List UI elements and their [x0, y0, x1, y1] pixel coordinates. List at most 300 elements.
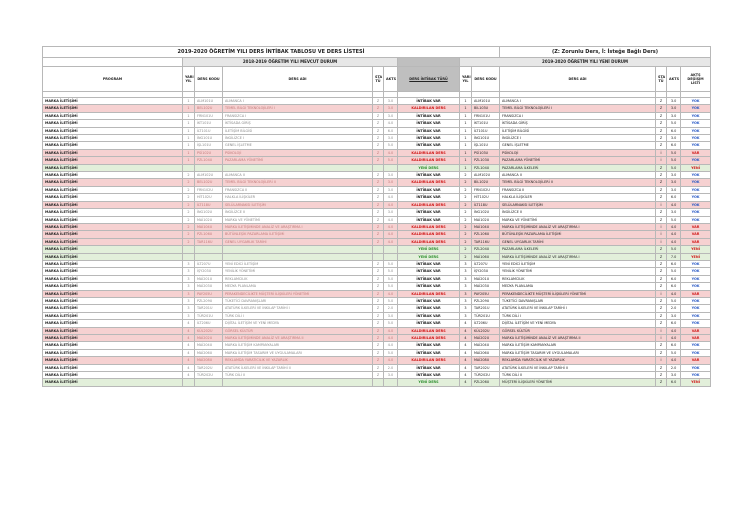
old-statu-cell: Z — [373, 120, 384, 127]
program-cell: MARKA İLETİŞİMİ — [43, 149, 183, 156]
new-akts-cell: 6.0 — [667, 283, 681, 290]
intibak-turu-cell: KALDIRILAN DERS — [398, 238, 460, 245]
new-yariyil-cell: 2 — [460, 238, 472, 245]
table-row — [43, 98, 711, 105]
new-ders-kodu-cell: İNG101U — [472, 135, 500, 142]
new-statu-cell: Z — [656, 105, 667, 112]
table-row — [43, 283, 711, 290]
new-ders-adi-cell: HALKLA İLİŞKİLER — [500, 194, 656, 201]
new-yariyil-cell: 2 — [460, 209, 472, 216]
old-yariyil-cell: 4 — [183, 349, 195, 356]
new-akts-cell: 6.0 — [667, 320, 681, 327]
akts-change-cell: YOK — [681, 320, 711, 327]
old-akts-cell: 4.0 — [384, 342, 398, 349]
program-cell: MARKA İLETİŞİMİ — [43, 135, 183, 142]
new-ders-adi-cell: ATATÜRK İLKELERİ VE İNKILAP TARİHİ II — [500, 364, 656, 371]
new-ders-adi-cell: ALMANCA II — [500, 172, 656, 179]
program-cell: MARKA İLETİŞİMİ — [43, 246, 183, 253]
intibak-turu-cell: İNTİBAK VAR — [398, 127, 460, 134]
old-akts-cell: 4.0 — [384, 231, 398, 238]
akts-change-cell: YOK — [681, 260, 711, 267]
akts-change-cell: VAR — [681, 357, 711, 364]
new-ders-adi-cell: MEDYA PLANLAMA — [500, 283, 656, 290]
new-akts-cell: 3.0 — [667, 179, 681, 186]
new-statu-cell: Z — [656, 320, 667, 327]
new-ders-adi-cell: MARKA İLETİŞİMİNDE ANALİZ VE ARAŞTIRMA II — [500, 335, 656, 342]
table-row — [43, 297, 711, 304]
intibak-turu-cell: İNTİBAK VAR — [398, 142, 460, 149]
intibak-turu-cell: İNTİBAK VAR — [398, 216, 460, 223]
akts-change-cell: YOK — [681, 105, 711, 112]
old-yariyil-cell: 3 — [183, 268, 195, 275]
old-ders-adi-cell: İKTİSADA GİRİŞ — [223, 120, 373, 127]
old-statu-cell — [373, 379, 384, 386]
program-cell: MARKA İLETİŞİMİ — [43, 179, 183, 186]
new-ders-kodu-cell: İLT101U — [472, 127, 500, 134]
program-cell: MARKA İLETİŞİMİ — [43, 223, 183, 230]
table-row — [43, 186, 711, 193]
akts-change-cell: YOK — [681, 186, 711, 193]
new-statu-cell: Z — [656, 253, 667, 260]
new-ders-kodu-cell: PZL103U — [472, 157, 500, 164]
old-akts-cell: 2.0 — [384, 305, 398, 312]
old-yariyil-cell: 2 — [183, 172, 195, 179]
new-ders-adi-cell: REKLAMDA YARATICILIK VE YAZARLIK — [500, 357, 656, 364]
new-ders-adi-cell: TEMEL BİLGİ TEKNOLOJİLERİ II — [500, 179, 656, 186]
old-statu-cell — [373, 164, 384, 171]
old-akts-cell: 5.0 — [384, 297, 398, 304]
table-row — [43, 268, 711, 275]
new-statu-cell: İ — [656, 335, 667, 342]
akts-change-cell: YOK — [681, 179, 711, 186]
old-yariyil-cell: 2 — [183, 186, 195, 193]
new-ders-kodu-cell: TÜR201U — [472, 312, 500, 319]
new-ders-adi-cell: İLETİŞİM BİLGİSİ — [500, 127, 656, 134]
old-statu-cell: Z — [373, 223, 384, 230]
new-ders-kodu-cell: İŞY203U — [472, 268, 500, 275]
old-ders-kodu-cell: FRN101U — [195, 112, 223, 119]
new-ders-adi-cell: BÜTÜNLEŞİK PAZARLAMA İLETİŞİMİ — [500, 231, 656, 238]
intibak-spacer — [398, 58, 460, 67]
new-statu-cell: Z — [656, 112, 667, 119]
program-cell: MARKA İLETİŞİMİ — [43, 157, 183, 164]
new-akts-cell: 3.0 — [667, 98, 681, 105]
new-statu-cell: Z — [656, 98, 667, 105]
new-akts-cell: 4.0 — [667, 335, 681, 342]
akts-change-cell: VAR — [681, 327, 711, 334]
akts-change-cell: YOK — [681, 216, 711, 223]
new-statu-cell: Z — [656, 142, 667, 149]
program-cell: MARKA İLETİŞİMİ — [43, 164, 183, 171]
intibak-turu-cell: İNTİBAK VAR — [398, 283, 460, 290]
new-yariyil-cell: 4 — [460, 335, 472, 342]
akts-change-cell: YOK — [681, 194, 711, 201]
table-row — [43, 246, 711, 253]
new-akts-cell: 5.0 — [667, 349, 681, 356]
old-akts-cell: 4.0 — [384, 194, 398, 201]
new-ders-kodu-cell: TÜR202U — [472, 372, 500, 379]
new-akts-cell: 4.0 — [667, 357, 681, 364]
old-statu-cell: Z — [373, 238, 384, 245]
old-ders-kodu-cell: TAR202U — [195, 364, 223, 371]
old-akts-cell: 3.0 — [384, 135, 398, 142]
new-statu-cell: İ — [656, 149, 667, 156]
old-yariyil-cell: 4 — [183, 320, 195, 327]
akts-change-cell: YENİ — [681, 164, 711, 171]
new-statu-cell: Z — [656, 179, 667, 186]
old-ders-kodu-cell — [195, 253, 223, 260]
old-yariyil-cell: 3 — [183, 283, 195, 290]
old-ders-kodu-cell: TÜR201U — [195, 312, 223, 319]
old-ders-adi-cell: ATATÜRK İLKELERİ VE İNKILAP TARİHİ II — [223, 364, 373, 371]
program-cell: MARKA İLETİŞİMİ — [43, 238, 183, 245]
new-akts-cell: 2.0 — [667, 305, 681, 312]
new-akts-cell: 3.0 — [667, 372, 681, 379]
new-yariyil-cell: 1 — [460, 135, 472, 142]
new-ders-kodu-cell: PZL209U — [472, 297, 500, 304]
old-akts-cell: 3.0 — [384, 112, 398, 119]
new-statu-cell: Z — [656, 127, 667, 134]
new-ders-kodu-cell: İŞL101U — [472, 142, 500, 149]
intibak-turu-cell: İNTİBAK VAR — [398, 194, 460, 201]
program-cell: MARKA İLETİŞİMİ — [43, 305, 183, 312]
old-akts-cell: 4.0 — [384, 216, 398, 223]
akts-change-cell: YENİ — [681, 379, 711, 386]
new-yariyil-cell: 4 — [460, 372, 472, 379]
new-ders-kodu-cell: KÜL202U — [472, 327, 500, 334]
new-statu-cell: Z — [656, 349, 667, 356]
old-statu-cell: Z — [373, 142, 384, 149]
old-statu-cell: Z — [373, 194, 384, 201]
old-ders-adi-cell: TÜRK DİLİ II — [223, 372, 373, 379]
old-akts-cell: 5.0 — [384, 157, 398, 164]
old-ders-adi-cell: HALKLA İLİŞKİLER — [223, 194, 373, 201]
new-ders-kodu-cell: BİL102U — [472, 179, 500, 186]
old-akts-cell: 3.0 — [384, 172, 398, 179]
old-yariyil-cell — [183, 246, 195, 253]
new-akts-cell: 5.0 — [667, 120, 681, 127]
old-ders-adi-cell: SELÜLARNAKSI İLETİŞİM — [223, 201, 373, 208]
new-ders-adi-cell: MARKA İLETİŞİM KAMPANYALARI — [500, 342, 656, 349]
program-cell: MARKA İLETİŞİMİ — [43, 253, 183, 260]
new-akts-cell: 2.0 — [667, 364, 681, 371]
new-statu-cell: Z — [656, 372, 667, 379]
old-ders-adi-cell: REKLAMCILIK — [223, 275, 373, 282]
new-ders-kodu-cell: FRN101U — [472, 112, 500, 119]
new-akts-cell: 6.0 — [667, 194, 681, 201]
new-ders-adi-cell: ALMANCA I — [500, 98, 656, 105]
new-akts-cell: 6.0 — [667, 342, 681, 349]
new-akts-cell: 3.0 — [667, 186, 681, 193]
old-ders-kodu-cell: MAİ204U — [195, 342, 223, 349]
new-yariyil-cell: 4 — [460, 349, 472, 356]
old-ders-kodu-cell: MAİ104U — [195, 223, 223, 230]
akts-change-cell: YOK — [681, 172, 711, 179]
old-yariyil-cell: 4 — [183, 342, 195, 349]
old-yariyil-cell: 1 — [183, 112, 195, 119]
old-akts-cell: 2.0 — [384, 364, 398, 371]
old-section-title: 2018-2019 ÖĞRETİM YILI MEVCUT DURUM — [183, 58, 398, 67]
old-ders-kodu-cell: HİT102U — [195, 194, 223, 201]
new-akts-cell: 4.0 — [667, 231, 681, 238]
new-yariyil-cell: 3 — [460, 283, 472, 290]
new-akts-cell: 5.0 — [667, 149, 681, 156]
old-ders-adi-cell — [223, 246, 373, 253]
old-yariyil-cell: 1 — [183, 105, 195, 112]
intibak-sheet — [42, 46, 710, 387]
program-cell: MARKA İLETİŞİMİ — [43, 283, 183, 290]
new-akts-cell: 4.0 — [667, 290, 681, 297]
new-statu-cell: Z — [656, 364, 667, 371]
old-ders-kodu-cell: İLT118U — [195, 201, 223, 208]
old-statu-cell: Z — [373, 342, 384, 349]
akts-change-cell: YOK — [681, 275, 711, 282]
old-akts-cell: 3.0 — [384, 372, 398, 379]
intibak-turu-cell: KALDIRILAN DERS — [398, 357, 460, 364]
akts-change-cell: VAR — [681, 231, 711, 238]
akts-change-cell: YOK — [681, 349, 711, 356]
old-akts-cell: 5.0 — [384, 268, 398, 275]
old-ders-kodu-cell — [195, 379, 223, 386]
old-akts-cell: 3.0 — [384, 312, 398, 319]
new-yariyil-cell: 2 — [460, 194, 472, 201]
new-akts-cell: 5.0 — [667, 157, 681, 164]
old-akts-cell: 4.0 — [384, 335, 398, 342]
old-ders-adi-cell: FRANSIZCA I — [223, 112, 373, 119]
old-akts-cell: 5.0 — [384, 283, 398, 290]
old-yariyil-cell: 4 — [183, 335, 195, 342]
old-ders-kodu-cell: İŞY203U — [195, 268, 223, 275]
old-ders-kodu-cell: İNG101U — [195, 135, 223, 142]
intibak-turu-cell: İNTİBAK VAR — [398, 186, 460, 193]
new-statu-cell: Z — [656, 312, 667, 319]
new-yariyil-cell: 2 — [460, 216, 472, 223]
old-ders-adi-cell: GENEL UYGARLIK TARİHİ — [223, 238, 373, 245]
new-akts-cell: 5.0 — [667, 268, 681, 275]
legend-note: (Z: Zorunlu Ders, İ: İsteğe Bağlı Ders) — [500, 47, 711, 58]
header-ders-kodu: DERS KODU — [195, 67, 223, 92]
old-akts-cell: 4.0 — [384, 357, 398, 364]
new-yariyil-cell: 1 — [460, 149, 472, 156]
new-yariyil-cell: 3 — [460, 268, 472, 275]
old-yariyil-cell: 4 — [183, 357, 195, 364]
old-ders-kodu-cell: İLT101U — [195, 127, 223, 134]
old-statu-cell: Z — [373, 179, 384, 186]
old-ders-kodu-cell: KÜL202U — [195, 327, 223, 334]
new-ders-kodu-cell: MAİ206U — [472, 349, 500, 356]
new-akts-cell: 4.0 — [667, 238, 681, 245]
old-ders-adi-cell: MARKA İLETİŞİM TASARIM VE UYGULAMALARI — [223, 349, 373, 356]
intibak-turu-cell: İNTİBAK VAR — [398, 372, 460, 379]
old-ders-kodu-cell: İKT101U — [195, 120, 223, 127]
new-statu-cell: Z — [656, 135, 667, 142]
old-ders-adi-cell: PERAKENDECİLİKTE MÜŞTERİ İLİŞKİLERİ YÖNETİMİ — [223, 290, 373, 297]
header-ders-kodu-new: DERS KODU — [472, 67, 500, 92]
akts-change-cell: YOK — [681, 372, 711, 379]
new-akts-cell: 6.0 — [667, 260, 681, 267]
table-row — [43, 342, 711, 349]
old-ders-kodu-cell: TÜR202U — [195, 372, 223, 379]
table-row — [43, 379, 711, 386]
new-ders-kodu-cell: PZL206U — [472, 379, 500, 386]
new-yariyil-cell: 2 — [460, 223, 472, 230]
old-ders-kodu-cell: İNG102U — [195, 209, 223, 216]
old-yariyil-cell: 1 — [183, 157, 195, 164]
program-cell: MARKA İLETİŞİMİ — [43, 297, 183, 304]
intibak-turu-cell: KALDIRILAN DERS — [398, 290, 460, 297]
table-row — [43, 216, 711, 223]
table-row — [43, 327, 711, 334]
table-row — [43, 157, 711, 164]
new-statu-cell: İ — [656, 231, 667, 238]
intibak-turu-cell: KALDIRILAN DERS — [398, 105, 460, 112]
page-title: 2019-2020 ÖĞRETİM YILI DERS İNTİBAK TABLOSU VE DERS LİSTESİ — [43, 47, 500, 58]
old-ders-adi-cell: İNGİLİZCE II — [223, 209, 373, 216]
new-ders-adi-cell: GENEL UYGARLIK TARİHİ — [500, 238, 656, 245]
old-yariyil-cell: 1 — [183, 149, 195, 156]
old-yariyil-cell: 2 — [183, 231, 195, 238]
new-ders-adi-cell: YENİ EDİCİ İLETİŞİM — [500, 260, 656, 267]
old-yariyil-cell: 3 — [183, 260, 195, 267]
new-ders-kodu-cell: İLT207U — [472, 260, 500, 267]
new-akts-cell: 3.0 — [667, 135, 681, 142]
akts-change-cell: VAR — [681, 223, 711, 230]
new-ders-adi-cell: MÜŞTERİ İLİŞKİLERİ YÖNETİMİ — [500, 379, 656, 386]
akts-change-cell: YOK — [681, 342, 711, 349]
table-row — [43, 372, 711, 379]
old-ders-adi-cell: İLETİŞİM BİLGİSİ — [223, 127, 373, 134]
old-ders-kodu-cell: MAİ206U — [195, 349, 223, 356]
new-akts-cell: 5.0 — [667, 164, 681, 171]
new-statu-cell: İ — [656, 201, 667, 208]
intibak-turu-cell: YENİ DERS — [398, 253, 460, 260]
old-statu-cell: Z — [373, 349, 384, 356]
table-row — [43, 253, 711, 260]
new-ders-adi-cell: MARKA İLETİŞİMİNDE ANALİZ VE ARAŞTIRMA I — [500, 223, 656, 230]
program-cell: MARKA İLETİŞİMİ — [43, 194, 183, 201]
old-statu-cell — [373, 253, 384, 260]
program-cell: MARKA İLETİŞİMİ — [43, 268, 183, 275]
new-akts-cell: 4.0 — [667, 223, 681, 230]
old-ders-adi-cell: GENEL İŞLETME — [223, 142, 373, 149]
old-statu-cell: Z — [373, 216, 384, 223]
akts-change-cell: YOK — [681, 209, 711, 216]
akts-change-cell: YOK — [681, 98, 711, 105]
new-ders-adi-cell: TEMEL BİLGİ TEKNOLOJİLERİ I — [500, 105, 656, 112]
new-ders-kodu-cell: PZL106U — [472, 231, 500, 238]
akts-change-cell: YOK — [681, 283, 711, 290]
new-yariyil-cell: 3 — [460, 297, 472, 304]
old-ders-adi-cell: MARKA İLETİŞİMİNDE ANALİZ VE ARAŞTIRMA I — [223, 223, 373, 230]
new-akts-cell: 7.0 — [667, 253, 681, 260]
old-ders-kodu-cell — [195, 164, 223, 171]
intibak-turu-cell: KALDIRILAN DERS — [398, 327, 460, 334]
new-ders-adi-cell: PERAKENDECİLİKTE MÜŞTERİ İLİŞKİLERİ YÖNETİMİ — [500, 290, 656, 297]
new-ders-kodu-cell: MAİ204U — [472, 342, 500, 349]
new-statu-cell: Z — [656, 209, 667, 216]
old-statu-cell: Z — [373, 149, 384, 156]
old-yariyil-cell: 4 — [183, 364, 195, 371]
program-cell: MARKA İLETİŞİMİ — [43, 201, 183, 208]
old-statu-cell: Z — [373, 364, 384, 371]
intibak-turu-cell: İNTİBAK VAR — [398, 172, 460, 179]
old-statu-cell: Z — [373, 105, 384, 112]
program-cell: MARKA İLETİŞİMİ — [43, 372, 183, 379]
new-statu-cell: Z — [656, 260, 667, 267]
old-yariyil-cell: 3 — [183, 290, 195, 297]
new-ders-kodu-cell: PAY205U — [472, 290, 500, 297]
new-yariyil-cell: 1 — [460, 142, 472, 149]
table-row — [43, 305, 711, 312]
old-statu-cell: Z — [373, 372, 384, 379]
old-yariyil-cell: 2 — [183, 223, 195, 230]
program-cell: MARKA İLETİŞİMİ — [43, 172, 183, 179]
new-akts-cell: 3.0 — [667, 209, 681, 216]
intibak-turu-cell: YENİ DERS — [398, 164, 460, 171]
old-statu-cell: Z — [373, 201, 384, 208]
program-cell: MARKA İLETİŞİMİ — [43, 379, 183, 386]
new-yariyil-cell: 4 — [460, 357, 472, 364]
header-akts-new: AKTS — [667, 67, 681, 92]
old-yariyil-cell: 4 — [183, 327, 195, 334]
header-statu-new: STA TÜ — [656, 67, 667, 92]
program-cell: MARKA İLETİŞİMİ — [43, 120, 183, 127]
program-cell: MARKA İLETİŞİMİ — [43, 342, 183, 349]
new-ders-adi-cell: FRANSIZCA II — [500, 186, 656, 193]
new-ders-kodu-cell: TAR201U — [472, 305, 500, 312]
table-row — [43, 194, 711, 201]
new-statu-cell: Z — [656, 275, 667, 282]
new-statu-cell: Z — [656, 268, 667, 275]
old-ders-kodu-cell: FRN102U — [195, 186, 223, 193]
intibak-turu-cell: KALDIRILAN DERS — [398, 223, 460, 230]
old-ders-kodu-cell: İLT207U — [195, 260, 223, 267]
program-cell: MARKA İLETİŞİMİ — [43, 216, 183, 223]
old-statu-cell: Z — [373, 127, 384, 134]
old-ders-adi-cell — [223, 253, 373, 260]
old-akts-cell — [384, 246, 398, 253]
new-ders-kodu-cell: HİT102U — [472, 194, 500, 201]
intibak-turu-cell: KALDIRILAN DERS — [398, 231, 460, 238]
old-akts-cell: 3.0 — [384, 105, 398, 112]
table-row — [43, 335, 711, 342]
old-yariyil-cell: 2 — [183, 216, 195, 223]
program-cell: MARKA İLETİŞİMİ — [43, 335, 183, 342]
table-row — [43, 179, 711, 186]
intibak-turu-cell: İNTİBAK VAR — [398, 364, 460, 371]
new-akts-cell: 4.0 — [667, 201, 681, 208]
new-ders-adi-cell: YENİLİK YÖNETİMİ — [500, 268, 656, 275]
old-statu-cell: Z — [373, 305, 384, 312]
old-yariyil-cell: 2 — [183, 201, 195, 208]
old-yariyil-cell — [183, 164, 195, 171]
table-row — [43, 290, 711, 297]
old-ders-adi-cell: ATATÜRK İLKELERİ VE İNKILAP TARİHİ I — [223, 305, 373, 312]
intibak-turu-cell: KALDIRILAN DERS — [398, 149, 460, 156]
intibak-turu-cell: İNTİBAK VAR — [398, 112, 460, 119]
old-statu-cell: Z — [373, 327, 384, 334]
old-statu-cell: Z — [373, 275, 384, 282]
new-ders-kodu-cell: İLT118U — [472, 201, 500, 208]
new-ders-kodu-cell: MAİ208U — [472, 357, 500, 364]
old-statu-cell: Z — [373, 320, 384, 327]
new-statu-cell: Z — [656, 216, 667, 223]
old-yariyil-cell: 2 — [183, 179, 195, 186]
new-ders-adi-cell: İNGİLİZCE I — [500, 135, 656, 142]
new-ders-kodu-cell: İNG102U — [472, 209, 500, 216]
intibak-turu-cell: İNTİBAK VAR — [398, 297, 460, 304]
table-row — [43, 320, 711, 327]
